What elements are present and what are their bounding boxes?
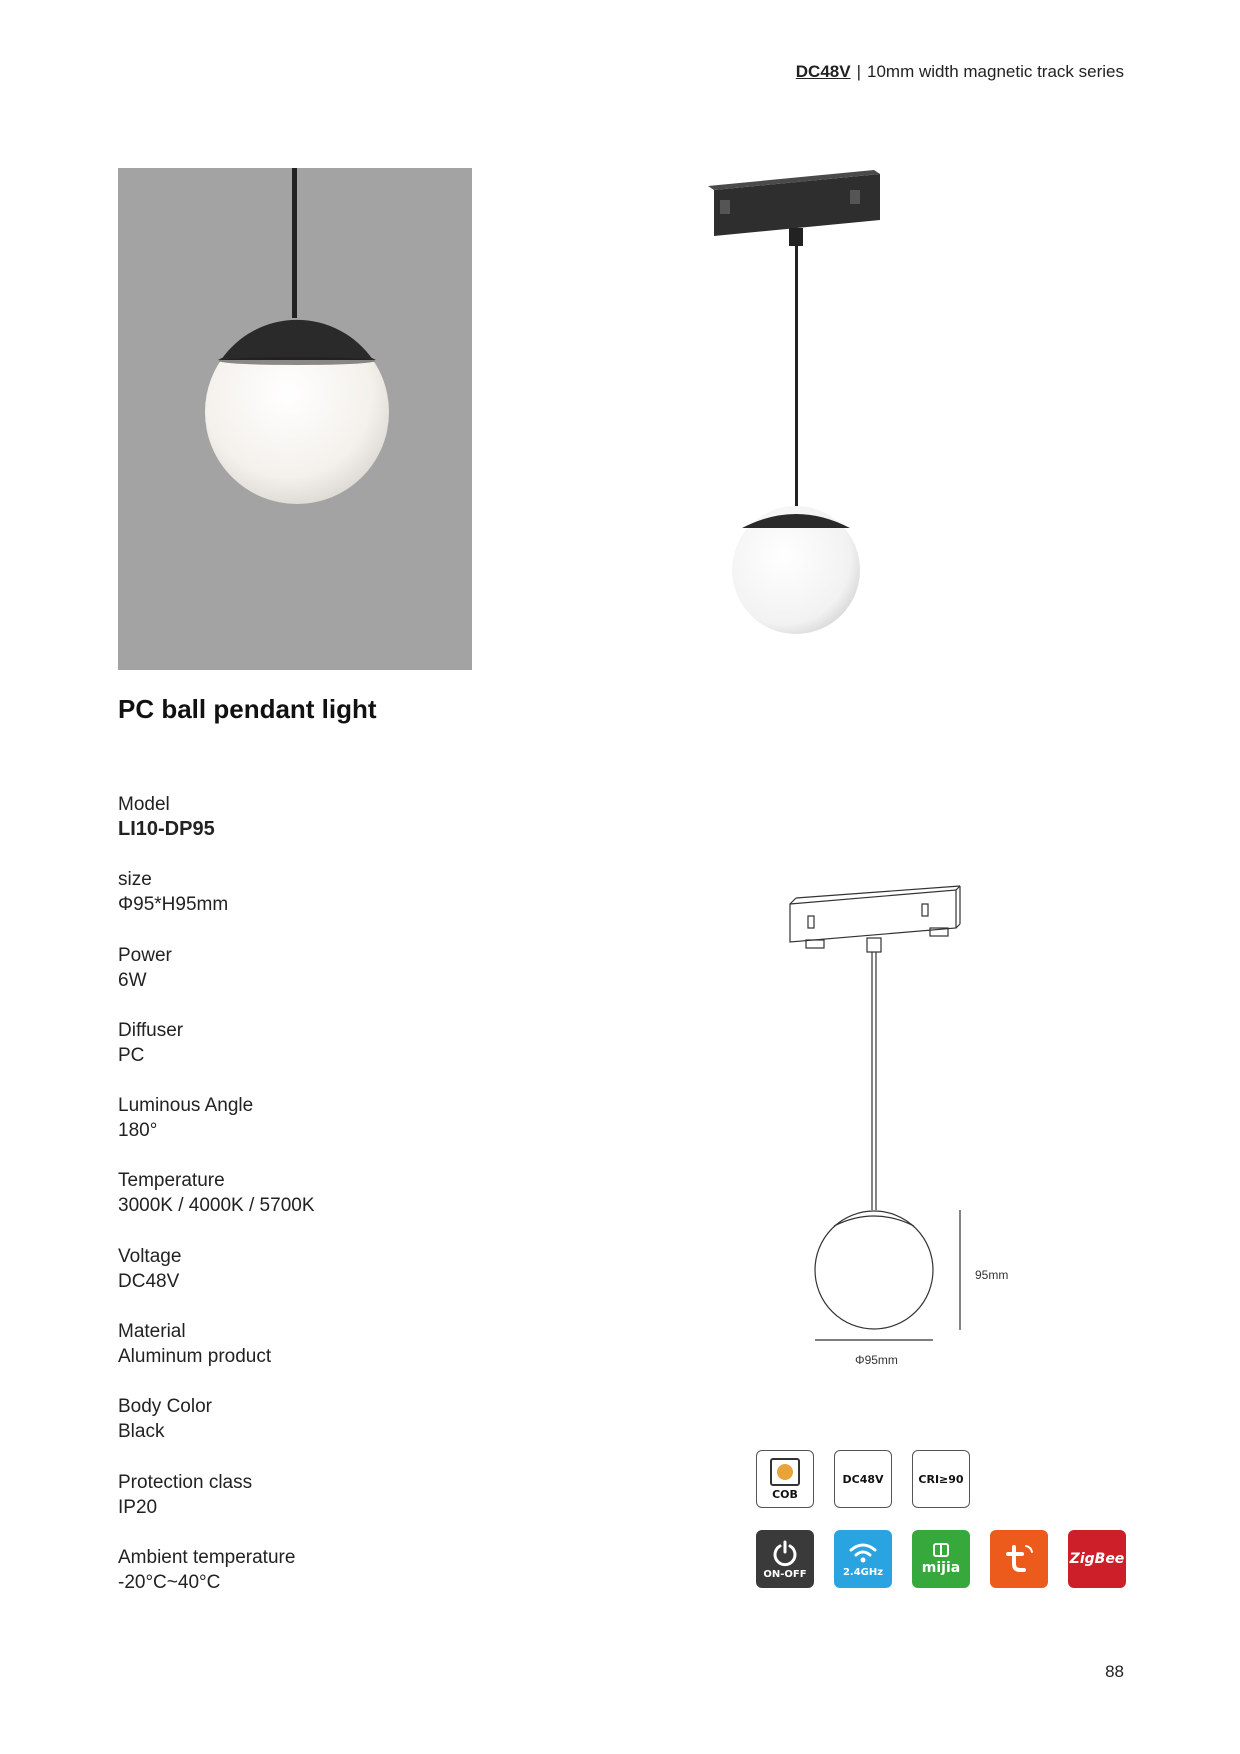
line-drawing	[780, 880, 1040, 1370]
header-separator: |	[856, 62, 862, 81]
height-dimension-label: 95mm	[975, 1268, 1009, 1282]
cri-label: CRI≥90	[918, 1472, 964, 1486]
mijia-badge	[912, 1530, 970, 1588]
technical-drawing	[780, 880, 1040, 1370]
wifi-2-4ghz-badge	[834, 1530, 892, 1588]
spec-label: Body Color	[118, 1396, 212, 1418]
spec-label: size	[118, 869, 152, 891]
spec-protection-class	[118, 1470, 538, 1545]
zigbee-badge	[1068, 1530, 1126, 1588]
mijia-label: mijia	[921, 1560, 961, 1576]
spec-diffuser	[118, 1018, 538, 1093]
tuya-badge	[990, 1530, 1048, 1588]
spec-model	[118, 792, 538, 867]
spec-value: 3000K / 4000K / 5700K	[118, 1195, 315, 1217]
spec-body-color	[118, 1394, 538, 1469]
ghz-label: 2.4GHz	[842, 1566, 884, 1578]
spec-temperature	[118, 1168, 538, 1243]
spec-voltage	[118, 1244, 538, 1319]
spec-value: -20°C~40°C	[118, 1571, 221, 1593]
cob-chip-icon	[770, 1458, 800, 1486]
tuya-logo-icon	[1002, 1542, 1036, 1576]
spec-label: Model	[118, 794, 170, 815]
spec-label: Luminous Angle	[118, 1095, 254, 1117]
spec-ambient-temperature	[118, 1545, 538, 1620]
track-pendant-render	[700, 160, 900, 640]
product-title: PC ball pendant light	[118, 694, 377, 724]
spec-label: Ambient temperature	[118, 1546, 296, 1568]
product-render	[700, 160, 900, 640]
spec-label: Protection class	[118, 1471, 253, 1493]
product-photo	[118, 168, 472, 670]
spec-label: Temperature	[118, 1170, 225, 1192]
spec-value: IP20	[118, 1496, 158, 1518]
dc48v-label: DC48V	[842, 1472, 884, 1486]
on-off-label: ON-OFF	[763, 1568, 807, 1580]
spec-material	[118, 1319, 538, 1394]
page-header	[796, 62, 1124, 82]
zigbee-label: ZigBee	[1069, 1551, 1125, 1567]
spec-value: LI10-DP95	[118, 818, 215, 840]
cob-label: COB	[772, 1487, 798, 1501]
spec-value: Black	[118, 1421, 165, 1443]
on-off-badge	[756, 1530, 814, 1588]
series-name: 10mm width magnetic track series	[867, 62, 1124, 81]
spec-list	[118, 792, 538, 1620]
spec-size	[118, 867, 538, 942]
power-icon	[771, 1539, 799, 1567]
wifi-icon	[848, 1541, 878, 1565]
spec-luminous-angle	[118, 1093, 538, 1168]
spec-label: Diffuser	[118, 1019, 184, 1041]
spec-power	[118, 943, 538, 1018]
spec-value: PC	[118, 1044, 145, 1066]
dc48v-badge	[834, 1450, 892, 1508]
width-dimension-label: Φ95mm	[855, 1353, 898, 1367]
series-tag: DC48V	[795, 62, 851, 81]
mijia-logo-icon	[930, 1542, 952, 1558]
spec-value: 180°	[118, 1120, 158, 1142]
spec-value: DC48V	[118, 1270, 180, 1292]
page-number: 88	[1105, 1662, 1124, 1681]
spec-value: Aluminum product	[118, 1346, 272, 1368]
spec-value: 6W	[118, 969, 147, 991]
pendant-photo-illustration	[118, 168, 472, 670]
cri-badge	[912, 1450, 970, 1508]
cob-badge	[756, 1450, 814, 1508]
spec-label: Voltage	[118, 1245, 182, 1267]
spec-label: Power	[118, 944, 172, 966]
spec-value: Φ95*H95mm	[118, 894, 229, 916]
spec-label: Material	[118, 1321, 186, 1343]
